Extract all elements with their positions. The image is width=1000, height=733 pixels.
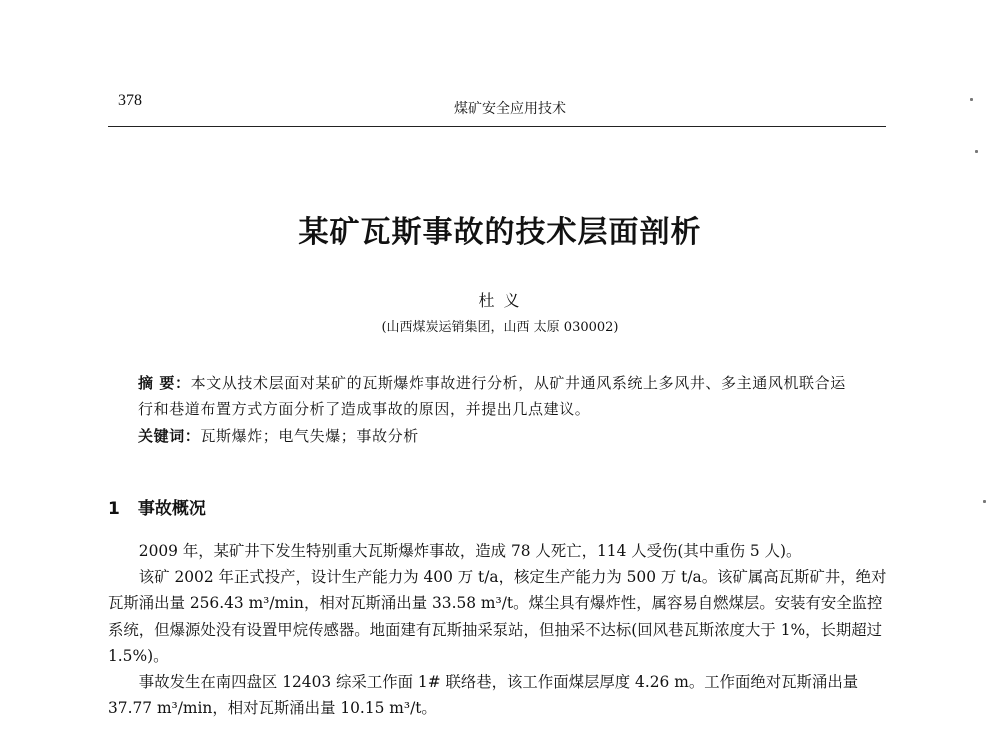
scan-speck [983,500,986,503]
article-author: 杜 义 [478,291,522,310]
running-title: 煤矿安全应用技术 [454,101,566,117]
body-paragraph: 2009 年，某矿井下发生特别重大瓦斯爆炸事故，造成 78 人死亡，114 人受伤(其中重伤 5 人)。 [138,542,802,560]
header-rule [108,126,886,127]
article-title: 某矿瓦斯事故的技术层面剖析 [298,215,702,250]
keywords [138,424,858,448]
keywords-text: 瓦斯爆炸；电气失爆；事故分析 [200,427,419,445]
section-body [108,538,888,721]
page-number: 378 [118,92,142,109]
body-paragraph: 该矿 2002 年正式投产，设计生产能力为 400 万 t/a，核定生产能力为 500 万 t/a。该矿属高瓦斯矿井，绝对瓦斯涌出量 256.43 m³/min，相对瓦斯涌出量 33.58 m³/t。煤尘具有爆炸性，属容易自燃煤层。安装有安全监控系统，但爆源处没有设置甲烷传感器。地面建有瓦斯抽采泵站，但抽采不达标(回风巷瓦斯浓度大于 1%，长期超过 1.5%)。 [108,568,887,665]
author-affiliation: (山西煤炭运销集团，山西 太原 030002) [381,320,619,335]
section-title: 事故概况 [137,499,206,519]
abstract-label: 摘 要： [138,374,191,392]
body-paragraph: 事故发生在南四盘区 12403 综采工作面 1# 联络巷，该工作面煤层厚度 4.26 m。工作面绝对瓦斯涌出量 37.77 m³/min，相对瓦斯涌出量 10.15 m³/t。 [108,673,859,718]
abstract-text: 本文从技术层面对某矿的瓦斯爆炸事故进行分析，从矿井通风系统上多风井、多主通风机联合运行和巷道布置方式方面分析了造成事故的原因，并提出几点建议。 [138,374,846,418]
scan-speck [975,150,978,153]
abstract [138,370,858,422]
section-number: 1 [108,499,120,519]
section-heading [108,494,206,519]
keywords-label: 关键词： [138,427,201,445]
scan-speck [970,98,973,101]
